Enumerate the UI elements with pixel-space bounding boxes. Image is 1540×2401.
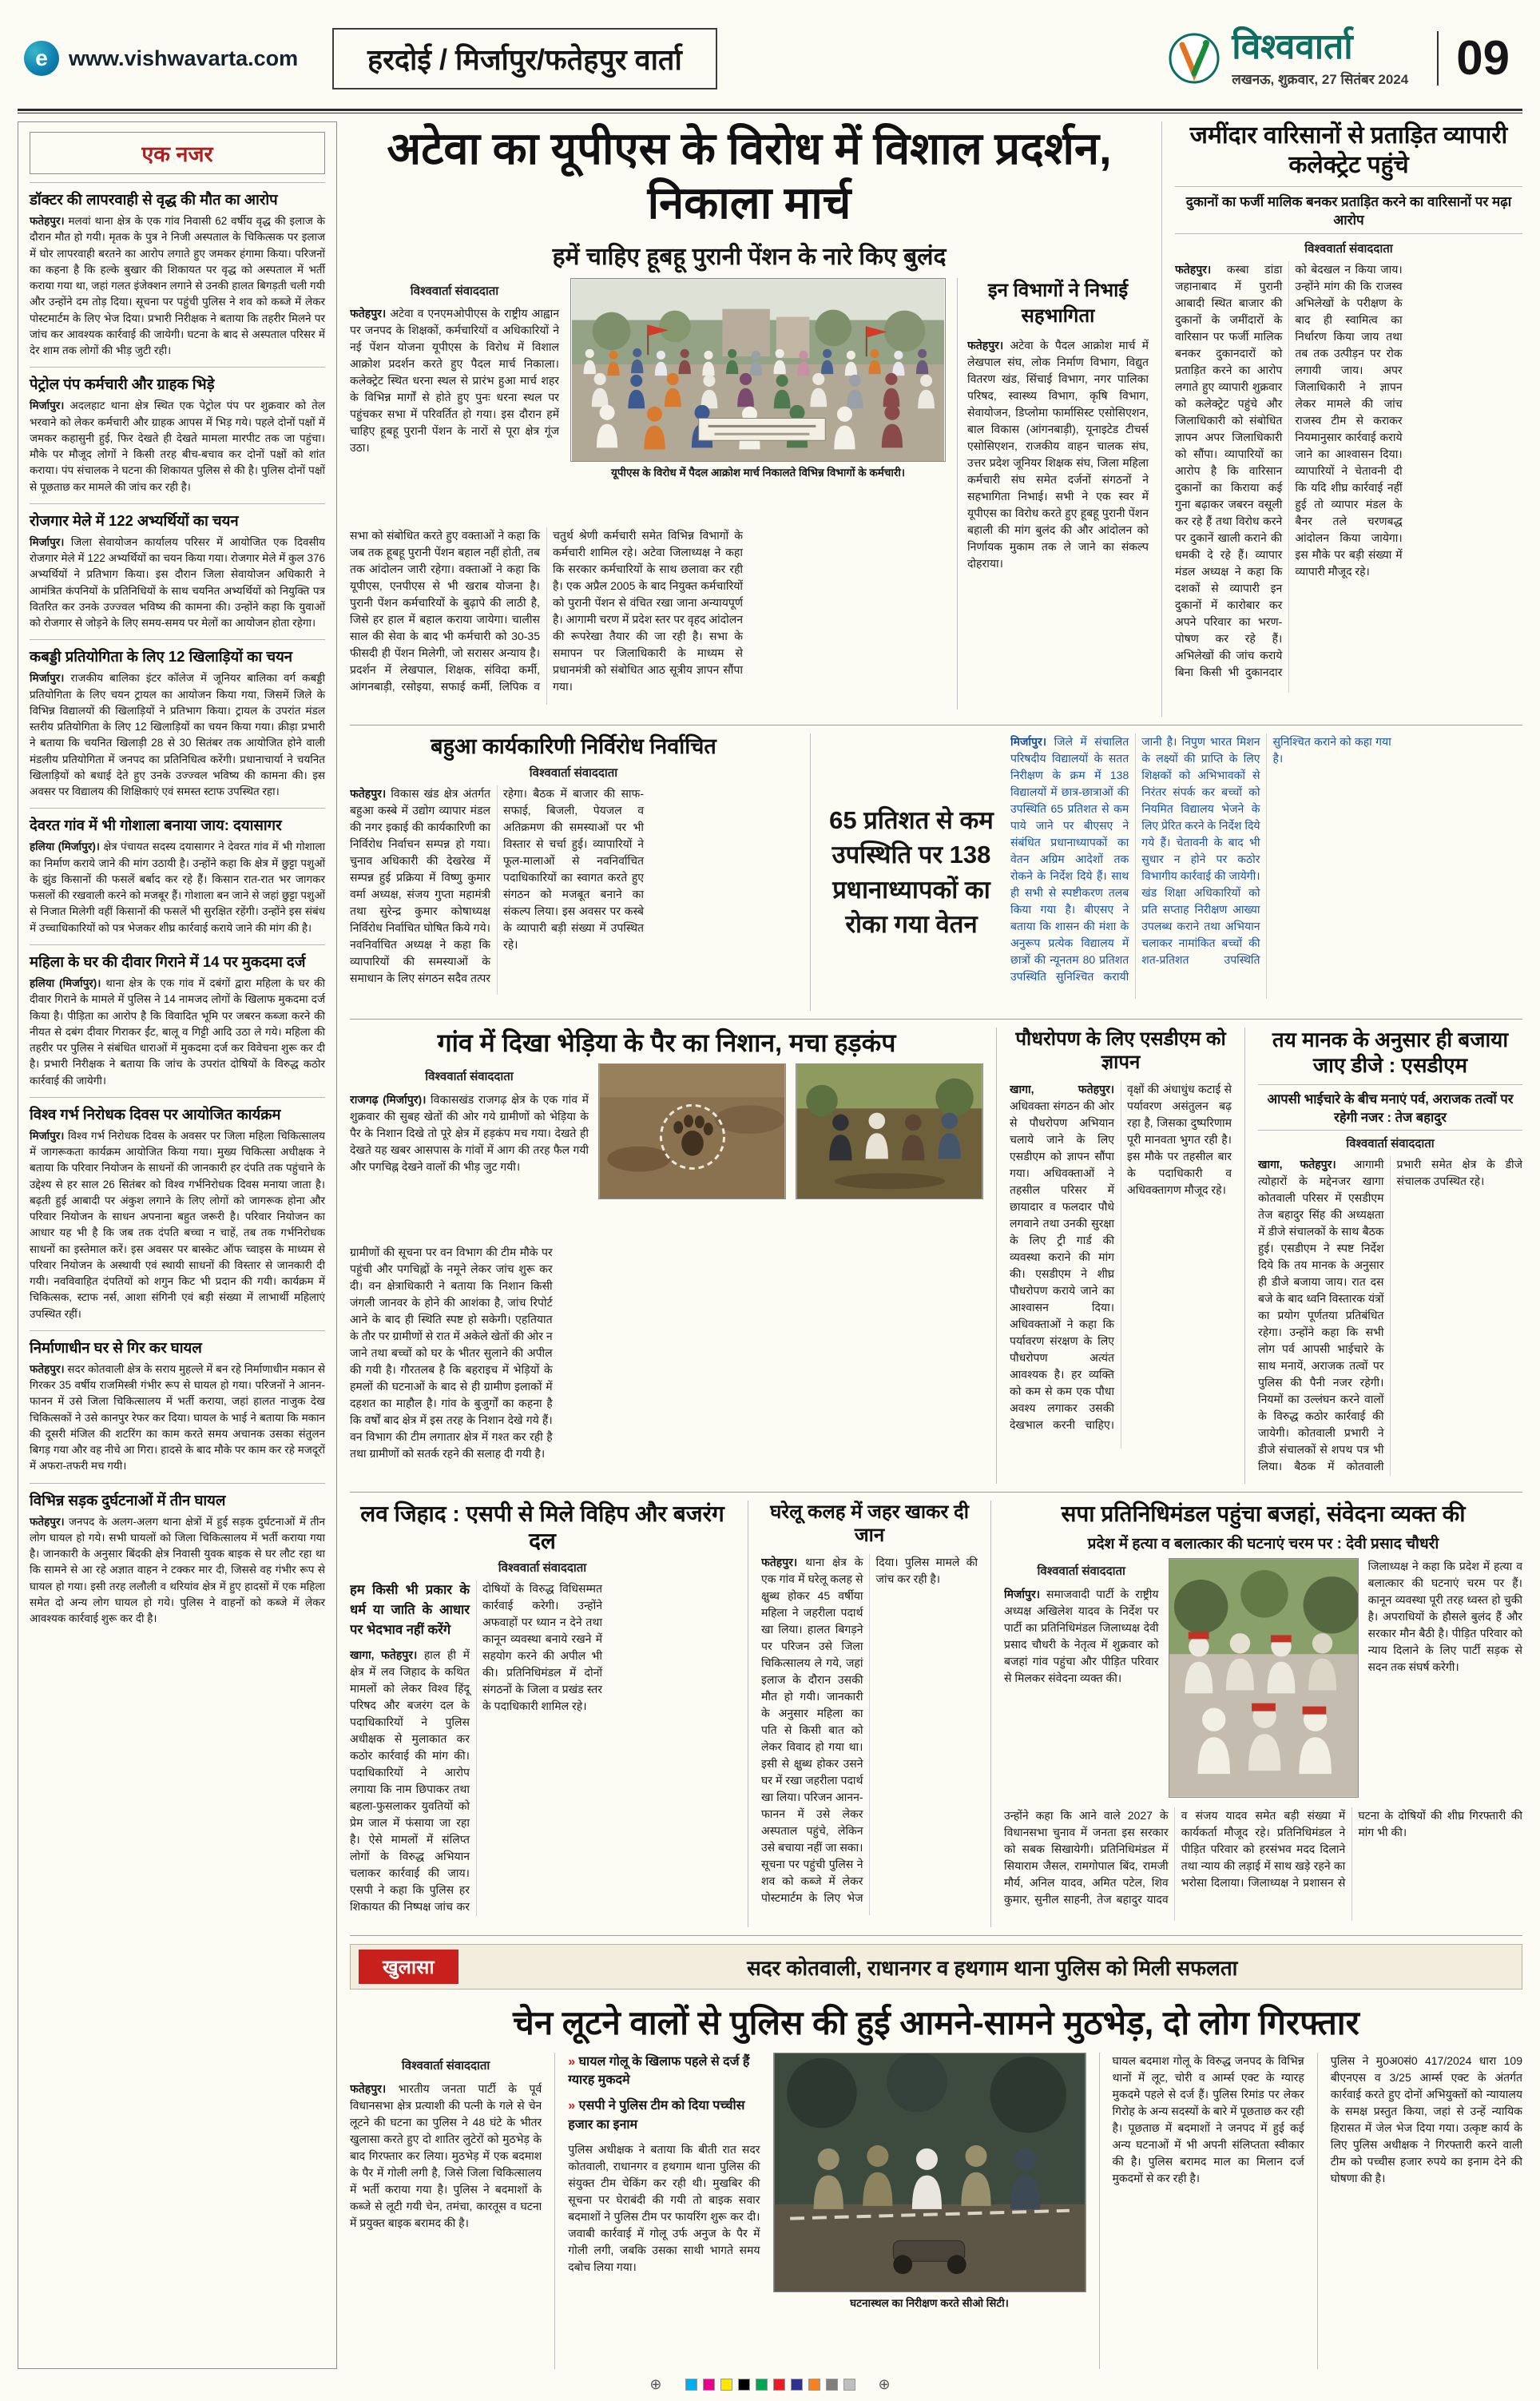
brief-headline: कबड्डी प्रतियोगिता के लिए 12 खिलाड़ियों का चयन xyxy=(30,648,293,666)
news-brief xyxy=(30,1097,325,1330)
brief-headline: महिला के घर की दीवार गिराने में 14 पर मुकदमा दर्ज xyxy=(30,952,306,970)
page-number: 09 xyxy=(1437,31,1516,85)
dj-article xyxy=(1244,1028,1522,1484)
villagers-field-photo xyxy=(796,1063,983,1236)
brief-body: फतेहपुर। सदर कोतवाली क्षेत्र के सराय मुहल्ले में बन रहे निर्माणाधीन मकान से गिरकर 35 वर्षीय राजमिस्त्री गंभीर रूप से घायल हो गया। परिजनों ने आनन-फानन में उसे जिला चिकित्सालय में भर्ती कराया, जहां हालत नाजुक देख चिकित्सकों ने उसे कानपुर रेफर कर दिया। घायल के भाई ने बताया कि मकान की दूसरी मंजिल की शटरिंग का काम करते समय अचानक उसका संतुलन बिगड़ गया और वह नीचे आ गिरा। हादसे के बाद मौके पर काम कर रहे मजदूरों में अफरा-तफरी मच गयी। xyxy=(30,1362,325,1473)
pawprint-illustration xyxy=(598,1063,786,1199)
news-brief xyxy=(30,808,325,944)
article-body: फतेहपुर। थाना क्षेत्र के एक गांव में घरेलू कलह से क्षुब्ध होकर 45 वर्षीया महिला ने जहरीला पदार्थ खा लिया। हालत बिगड़ने पर परिजन उसे जिला चिकित्सालय ले गये, जहां इलाज के दौरान उसकी मौत हो गयी। जानकारी के अनुसार महिला का पति से किसी बात को लेकर विवाद हो गया था। इसी से क्षुब्ध होकर उसने घर में रखा जहरीला पदार्थ खा लिया। परिजन आनन-फानन में उसे लेकर अस्पताल पहुंचे, लेकिन उसे बचाया नहीं जा सका। सूचना पर पहुंची पुलिस ने शव को कब्जे में लेकर पोस्टमार्टम के लिए भेज दिया। पुलिस मामले की जांच कर रही है। xyxy=(761,1555,978,1904)
khulasa-col2: » घायल गोलू के खिलाफ पहले से दर्ज हैं ग्यारह मुकदमे » एसपी ने पुलिस टीम को दिया पच्चीस हजार का इनाम पुलिस अधीक्षक ने बताया कि बीती रात सदर कोतवाली, राधानगर व हथगाम थाना पुलिस की संयुक्त टीम चेकिंग कर रही थी। मुखबिर की सूचना पर घेराबंदी की गयी तो बाइक सवार बदमाशों ने पुलिस टीम पर फायरिंग शुरू कर दी। जवाबी कार्रवाई में गोलू उर्फ अनुज के पैर में गोली लगी, जबकि उसका साथी भागते समय दबोच लिया गया। xyxy=(554,2053,760,2369)
bhediya-article xyxy=(350,1028,983,1484)
pull-quote: हम किसी भी प्रकार के धर्म या जाति के आधार पर भेदभाव नहीं करेंगे xyxy=(350,1583,470,1637)
article-body: खागा, फतेहपुर।अधिवक्ता संगठन की ओर से पौधरोपण अभियान चलाये जाने के लिए एसडीएम को ज्ञापन सौंपा गया। अधिवक्ताओं ने तहसील परिसर में छायादार व फलदार पौधे लगवाने तथा उनकी सुरक्षा के लिए ट्री गार्ड की व्यवस्था कराने की मांग की। एसडीएम ने शीघ्र पौधरोपण कराये जाने का आश्वासन दिया। अधिवक्ताओं ने कहा कि पर्यावरण संरक्षण के लिए पौधरोपण अत्यंत आवश्यक है। हर व्यक्ति को कम से कम एक पौधा अवश्य लगाकर उसकी देखभाल करनी चाहिए। वृक्षों की अंधाधुंध कटाई से पर्यावरण असंतुलन बढ़ रहा है, जिसका दुष्परिणाम पूरी मानवता भुगत रही है। इस मौके पर तहसील बार के पदाधिकारी व अधिवक्तागण मौजूद रहे। xyxy=(1010,1082,1232,1431)
article-body-left: विश्ववार्ता संवाददाता मिर्जापुर। समाजवादी पार्टी के राष्ट्रीय अध्यक्ष अखिलेश यादव के निर्देश पर पार्टी का प्रतिनिधिमंडल जिलाध्यक्ष देवी प्रसाद चौधरी के नेतृत्व में शुक्रवार को बजहां गांव पहुंचा और पीड़ित परिवार से मिलकर संवेदना व्यक्त की। xyxy=(1004,1564,1159,1684)
khulasa-col4: पुलिस ने मु0अ0सं0 417/2024 धारा 109 बीएनएस व 3/25 आर्म्स एक्ट के अंतर्गत कार्रवाई करते हुए दोनों अभियुक्तों को न्यायालय के समक्ष प्रस्तुत किया, जहां से उन्हें न्यायिक हिरासत में जेल भेज दिया गया। उत्कृष्ट कार्य के लिए पुलिस अधीक्षक ने गिरफ्तारी करने वाली टीम को पच्चीस हजार रुपये का इनाम देने की घोषणा की है। xyxy=(1317,2053,1522,2369)
site-block xyxy=(24,41,312,76)
protest-march-photo xyxy=(570,278,946,518)
lead-byline: विश्ववार्ता संवाददाता xyxy=(410,284,499,298)
news-brief xyxy=(30,639,325,808)
brief-body: हलिया (मिर्जापुर)। क्षेत्र पंचायत सदस्य दयासागर ने देवरत गांव में भी गोशाला का निर्माण कराये जाने की मांग उठायी है। उन्होंने कहा कि क्षेत्र में छुट्टा पशुओं के झुंड किसानों की फसलें बर्बाद कर रहे हैं। किसान रात-रात भर जागकर फसलों की रखवाली करने को मजबूर हैं। गोशाला बन जाने से जहां छुट्टा पशुओं से निजात मिलेगी वहीं किसानों की फसलें भी सुरक्षित रहेंगी। उन्होंने इस संबंध में उच्चाधिकारियों को पत्र भेजकर शीघ्र कार्रवाई कराये जाने की मांग की है। xyxy=(30,841,325,934)
attendance-title: 65 प्रतिशत से कम उपस्थिति पर 138 प्रधानाध्यापकों का रोका गया वेतन xyxy=(829,805,994,938)
brief-body: मिर्जापुर। अदलहाट थाना क्षेत्र स्थित एक पेट्रोल पंप पर शुक्रवार को तेल भरवाने को लेकर कर्मचारी और ग्राहक आपस में भिड़ गये। पहले दोनों पक्षों में जमकर कहासुनी हुई, फिर देखते ही देखते मामला मारपीट तक जा पहुंचा। मौके पर मौजूद लोगों ने किसी तरह बीच-बचाव कर दोनों पक्षों को शांत कराया। पंप संचालक ने घटना की शिकायत पुलिस से की है। पुलिस दोनों पक्षों से पूछताछ कर मामले की जांच कर रही है। xyxy=(30,400,325,493)
news-brief xyxy=(30,182,325,367)
brief-body: मिर्जापुर। विश्व गर्भ निरोधक दिवस के अवसर पर जिला महिला चिकित्सालय में जागरूकता कार्यक्रम आयोजित किया गया। मुख्य चिकित्सा अधीक्षक ने बताया कि परिवार नियोजन के साधनों की जानकारी हर दंपति तक पहुंचाने के उद्देश्य से हर साल 26 सितंबर को विश्व गर्भनिरोधक दिवस मनाया जाता है। बढ़ती हुई आबादी पर अंकुश लगाने के लिए लोगों को जागरूक होना और परिवार नियोजन के साधन अपनाना बहुत जरूरी है। परिवार नियोजन का आधार यह भी है कि जब तक दंपति बच्चा न चाहें, तब तक गर्भनिरोधक साधनों का इस्तेमाल करें। इस अवसर पर बास्केट ऑफ च्वाइस के माध्यम से परिवार नियोजन के अस्थायी एवं स्थायी साधनों की विस्तार से जानकारी दी गयी। नवविवाहित दंपतियों को शगुन किट भी प्रदान की गयी। कार्यक्रम में चिकित्सक, स्टाफ नर्स, आशा संगिनी एवं बड़ी संख्या में लाभार्थी महिलाएं उपस्थित रहीं। xyxy=(30,1129,325,1320)
brief-headline: विश्व गर्भ निरोधक दिवस पर आयोजित कार्यक्रम xyxy=(30,1105,281,1123)
site-url: www.vishwavarta.com xyxy=(69,46,299,70)
vishwavarta-logo-icon xyxy=(1168,32,1220,85)
brief-headline: पेट्रोल पंप कर्मचारी और ग्राहक भिड़े xyxy=(30,376,215,393)
news-brief xyxy=(30,1330,325,1483)
print-color-swatch xyxy=(756,2379,768,2391)
brand-block xyxy=(1168,26,1409,88)
protest-march-illustration xyxy=(570,278,946,462)
photo-caption: यूपीएस के विरोध में पैदल आक्रोश मार्च निकालते विभिन्न विभागों के कर्मचारी। xyxy=(610,466,906,479)
attendance-article xyxy=(810,733,1522,1011)
print-color-swatch xyxy=(773,2379,785,2391)
khulasa-banner xyxy=(350,1944,1522,1990)
article-byline: विश्ववार्ता संवाददाता xyxy=(1304,242,1393,256)
registration-mark-icon: ⊕ xyxy=(878,2375,891,2392)
article-continuation: ग्रामीणों की सूचना पर वन विभाग की टीम मौके पर पहुंची और पगचिह्नों के नमूने लेकर जांच शुरू कर दी। वन क्षेत्राधिकारी ने बताया कि निशान किसी जंगली जानवर के होने की आशंका है, जांच रिपोर्ट आने के बाद ही स्थिति स्पष्ट हो सकेगी। एहतियात के तौर पर ग्रामीणों से रात में अकेले खेतों की ओर न जाने तथा बच्चों को घर के भीतर सुलाने की अपील की गयी है। गौरतलब है कि बहराइच में भेड़ियों के हमलों की घटनाओं के बाद से ही ग्रामीण इलाकों में दहशत का माहौल है। गांव के बुजुर्गों का कहना है कि वर्षों बाद क्षेत्र में इस तरह के निशान देखे गये हैं। वन विभाग की टीम लगातार क्षेत्र में गश्त कर रही है तथा ग्रामीणों को सतर्क रहने की सलाह दी गयी है। xyxy=(350,1246,553,1461)
khulasa-section xyxy=(350,1944,1522,2369)
header-rule xyxy=(18,109,1522,113)
article-headline: घरेलू कलह में जहर खाकर दी जान xyxy=(770,1501,969,1547)
article-intro: विश्ववार्ता संवाददाता राजगढ़ (मिर्जापुर)। विकासखंड राजगढ़ क्षेत्र के एक गांव में शुक्रवार की सुबह खेतों की ओर गये ग्रामीणों को भेड़िया के पैर के निशान दिखे तो पूरे क्षेत्र में हड़कंप मच गया। देखते ही देखते यह खबर आसपास के गांवों में आग की तरह फैल गयी और पगचिह्न देखने वालों की भीड़ जुट गयी। xyxy=(350,1070,589,1173)
sidebox-title: इन विभागों ने निभाई सहभागिता xyxy=(987,279,1129,328)
brief-body: मिर्जापुर। जिला सेवायोजन कार्यालय परिसर में आयोजित एक दिवसीय रोजगार मेले में 122 अभ्यर्थियों का चयन किया गया। रोजगार मेले में कुल 376 अभ्यर्थियों ने प्रतिभाग किया। इस दौरान जिला सेवायोजन अधिकारी ने आमंत्रित कंपनियों के प्रतिनिधियों के साथ चयनित अभ्यर्थियों को नियुक्ति पत्र वितरित कर उनके उज्ज्वल भविष्य की कामना की। उन्होंने कहा कि युवाओं को रोजगार से जोड़ने के लिए समय-समय पर मेलों का आयोजन होता रहेगा। xyxy=(30,535,325,630)
globe-icon: e xyxy=(24,41,59,76)
villagers-field-illustration xyxy=(796,1063,983,1199)
brief-body: मिर्जापुर। राजकीय बालिका इंटर कॉलेज में जूनियर बालिका वर्ग कबड्डी प्रतियोगिता के लिए चयन ट्रायल का आयोजन किया गया, जिसमें जिले के विभिन्न विद्यालयों की खिलाड़ियों ने प्रतिभाग किया। ट्रायल के उपरांत मंडल स्तरीय प्रतियोगिता के लिए 12 खिलाड़ियों का चयन किया गया। क्रीड़ा प्रभारी ने बताया कि चयनित खिलाड़ी 28 से 30 सितंबर तक आयोजित होने वाली मंडलीय प्रतियोगिता में जनपद का प्रतिनिधित्व करेंगी। प्रधानाचार्या ने चयनित खिलाड़ियों को बधाई देते हुए उनके उज्ज्वल भविष्य की कामना की। इस अवसर पर विद्यालय की शिक्षिकाएं एवं समस्त स्टाफ उपस्थित रहा। xyxy=(30,672,325,798)
masthead-title: विश्ववार्ता xyxy=(1232,26,1353,66)
registration-mark-icon: ⊕ xyxy=(649,2375,662,2392)
print-color-swatch xyxy=(685,2379,697,2391)
article-headline: जमींदार वारिसानों से प्रताड़ित व्यापारी कलेक्ट्रेट पहुंचे xyxy=(1189,122,1508,178)
news-brief xyxy=(30,944,325,1097)
brief-body: फतेहपुर। जनपद के अलग-अलग थाना क्षेत्रों में हुई सड़क दुर्घटनाओं में तीन लोग घायल हो गये। सभी घायलों को जिला चिकित्सालय में भर्ती कराया गया है। जानकारी के अनुसार बिंदकी क्षेत्र निवासी युवक बाइक से घर लौट रहा था कि सामने से आ रहे अज्ञात वाहन ने टक्कर मार दी, जिससे वह गंभीर रूप से घायल हो गया। इसी तरह ललौली व थरियांव क्षेत्र में हुए हादसों में एक महिला समेत दो अन्य लोग घायल हो गये। पुलिस ने वाहनों को कब्जे में लेकर आवश्यक कार्रवाई शुरू कर दी है। xyxy=(30,1515,325,1625)
article-byline: विश्ववार्ता संवाददाता xyxy=(1037,1564,1125,1579)
news-brief xyxy=(30,367,325,503)
departments-sidebox xyxy=(957,278,1149,710)
khulasa-bullet: » एसपी ने पुलिस टीम को दिया पच्चीस हजार का इनाम xyxy=(568,2097,760,2133)
article-headline: पौधरोपण के लिए एसडीएम को ज्ञापन xyxy=(1015,1028,1226,1074)
article-byline: विश्ववार्ता संवाददाता xyxy=(401,2059,490,2073)
article-body-right: जिलाध्यक्ष ने कहा कि प्रदेश में हत्या व बलात्कार की घटनाएं चरम पर हैं। कानून व्यवस्था पूरी तरह ध्वस्त हो चुकी है। अपराधियों के हौसले बुलंद हैं और सरकार मौन बैठी है। पीड़ित परिवार को न्याय दिलाने के लिए पार्टी सड़क से सदन तक संघर्ष करेगी। xyxy=(1367,1560,1522,1674)
article-byline: विश्ववार्ता संवाददाता xyxy=(425,1070,514,1084)
brief-dateline: मिर्जापुर। xyxy=(30,535,65,548)
article-body: फतेहपुर। कस्बा डांडा जहानाबाद में पुरानी आबादी स्थित बाजार की दुकानों के जमींदारों के वारिसान पर फर्जी मालिक बनकर दुकानदारों को प्रताड़ित करने का आरोप लगाते हुए व्यापारी शुक्रवार को कलेक्ट्रेट पहुंचे और जिलाधिकारी को संबोधित ज्ञापन अपर जिलाधिकारी को सौंपा। व्यापारियों का आरोप है कि वारिसान दुकानों का किराया कई गुना बढ़ाकर जबरन वसूली कर रहे हैं तथा वि‍रोध करने पर दुकानें खाली कराने की धमकी दे रहे हैं। व्यापार मंडल अध्यक्ष ने कहा कि दशकों से व्यापारी इन दुकानों में कारोबार कर अपने परिवार का भरण-पोषण कर रहे हैं। अभिलेखों की जांच कराये बिना किसी भी दुकानदार को बेदखल न किया जाय। उन्होंने मांग की कि राजस्व अभिलेखों के परीक्षण के बाद ही स्वामित्व का निर्धारण किया जाय तथा तब तक उत्पीड़न पर रोक लगायी जाय। अपर जिलाधिकारी ने ज्ञापन लेकर मामले की जांच राजस्व टीम से कराकर नियमानुसार कार्रवाई कराये जाने का आश्वासन दिया। व्यापारियों ने चेतावनी दी कि यदि शीघ्र कार्रवाई नहीं हुई तो व्यापार मंडल के बैनर तले चरणबद्ध आंदोलन किया जायेगा। इस मौके पर बड़ी संख्या में व्यापारी मौजूद रहे। xyxy=(1175,263,1403,679)
masthead xyxy=(18,11,1522,105)
sapa-article xyxy=(990,1501,1522,1927)
brand-text xyxy=(1232,26,1409,88)
khulasa-col1: विश्ववार्ता संवाददाता फतेहपुर। भारतीय जनता पार्टी के पूर्व विधानसभा क्षेत्र प्रत्याशी की पत्नी के गले से चेन लूटने की घटना का पुलिस ने 48 घंटे के भीतर खुलासा करते हुए दो शातिर लुटेरों को मुठभेड़ के बाद गिरफ्तार कर लिया। मुठभेड़ में एक बदमाश के पैर में गोली लगी है, जिसे जिला चिकित्सालय में भर्ती कराया गया है। पुलिस ने बदमाशों के कब्जे से लूटी गयी चेन, तमंचा, कारतूस व घटना में प्रयुक्त बाइक बरामद की है। xyxy=(350,2059,542,2229)
khulasa-col3: घायल बदमाश गोलू के विरुद्ध जनपद के विभिन्न थानों में लूट, चोरी व आर्म्स एक्ट के ग्यारह मुकदमे पहले से दर्ज हैं। पुलिस रिमांड पर लेकर गिरोह के अन्य सदस्यों के बारे में पूछताछ कर रही है। पूछताछ में बदमाशों ने जनपद में हुई कई अन्य घटनाओं में भी अपनी संलिप्तता स्वीकार की है। पुलिस बरामद माल का मिलान दर्ज मुकदमों से कर रही है। xyxy=(1099,2053,1304,2369)
article-headline: तय मानक के अनुसार ही बजाया जाए डीजे : एसडीएम xyxy=(1272,1028,1509,1077)
print-color-swatch xyxy=(791,2379,803,2391)
article-body-bottom: उन्होंने कहा कि आने वाले 2027 के विधानसभा चुनाव में जनता इस सरकार को सबक सिखायेगी। प्रतिनिधिमंडल में सियाराम जैसल, रामगोपाल बिंद, रामजी मौर्य, अनिल यादव, अमित पटेल, शिव कुमार, सुनील साहनी, तेज बहादुर यादव व संजय यादव समेत बड़ी संख्या में कार्यकर्ता मौजूद रहे। प्रतिनिधिमंडल ने पीड़ित परिवार को हरसंभव मदद दिलाने तथा न्याय की लड़ाई में साथ खड़े रहने का भरोसा दिलाया। जिलाध्यक्ष ने प्रशासन से घटना के दोषियों की शीघ्र गिरफ्तारी की मांग भी की। xyxy=(1004,1809,1522,1906)
edition-date: लखनऊ, शुक्रवार, 27 सितंबर 2024 xyxy=(1232,71,1409,87)
sapa-delegation-illustration xyxy=(1169,1558,1359,1798)
news-brief-rail xyxy=(18,121,337,2369)
brief-dateline: मिर्जापुर। xyxy=(30,1129,65,1142)
article-headline: गांव में दिखा भेड़िया के पैर का निशान, मचा हड़कंप xyxy=(437,1028,896,1057)
lead-intro: विश्ववार्ता संवाददाता फतेहपुर। अटेवा व एनएमओपीएस के राष्ट्रीय आह्वान पर जनपद के शिक्षकों, कर्मचारियों व अधिकारियों ने नई पेंशन योजना यूपीएस के विरोध में विशाल आक्रोश प्रदर्शन करते हुए पैदल मार्च निकाला। कलेक्ट्रेट स्थित धरना स्थल से प्रारंभ हुआ मार्च शहर के विभिन्न मार्गों से होते हुए पुनः धरना स्थल पर पहुंचकर सभा में परिवर्तित हो गया। इस दौरान हमें चाहिए हूबहू पुरानी पेंशन के नारों से पूरा क्षेत्र गूंज उठा। xyxy=(350,284,559,455)
lead-continuation: सभा को संबोधित करते हुए वक्ताओं ने कहा कि जब तक हूबहू पुरानी पेंशन बहाल नहीं होती, तब तक आंदोलन जारी रहेगा। वक्ताओं ने कहा कि यूपीएस, एनपीएस से भी खराब योजना है। पुरानी पेंशन कर्मचारियों के बुढ़ापे की लाठी है, जिसे हर हाल में बहाल कराया जायेगा। चालीस साल की सेवा के बाद भी कर्मचारी को 30-35 फीसदी ही पेंशन मिलेगी, जो सरासर अन्याय है। प्रदर्शन में लेखपाल, शिक्षक, संविदा कर्मी, आंगनबाड़ी, रसोइया, सफाई कर्मी, लिपिक व चतुर्थ श्रेणी कर्मचारी समेत विभिन्न विभागों के कर्मचारी शामिल रहे। अटेवा जिलाध्यक्ष ने कहा कि सरकार कर्मचारियों के साथ छलावा कर रही है। एक अप्रैल 2005 के बाद नियुक्त कर्मचारियों को पुरानी पेंशन से वंचित रखा जाना अन्यायपूर्ण है। आगामी चरण में प्रदेश स्तर पर वृहद आंदोलन की रूपरेखा तैयार की जा रही है। सभा के समापन पर जिलाधिकारी के माध्यम से प्रधानमंत्री को संबोधित आठ सूत्रीय ज्ञापन सौंपा गया। xyxy=(350,528,743,693)
print-color-swatch xyxy=(826,2379,838,2391)
brief-dateline: हलिया (मिर्जापुर)। xyxy=(30,841,100,853)
print-color-swatch xyxy=(703,2379,715,2391)
crime-scene-photo xyxy=(773,2053,1086,2369)
khulasa-headline: चेन लूटने वालों से पुलिस की हुई आमने-सामने मुठभेड़, दो लोग गिरफ्तार xyxy=(513,2004,1359,2041)
attendance-body: मिर्जापुर। जिले में संचालित परिषदीय विद्यालयों के सतत निरीक्षण के क्रम में 138 विद्यालयों में छात्र-छात्राओं की उपस्थिति 65 प्रतिशत से कम पाये जाने पर बीएसए ने संबंधित प्रधानाध्यापकों का वेतन अग्रिम आदेशों तक रोकने के निर्देश दिये हैं। साथ ही सभी से स्पष्टीकरण तलब किया गया है। बीएसए ने बताया कि शासन की मंशा के अनुरूप प्रत्येक विद्यालय में छात्रों की न्यूनतम 80 प्रतिशत उपस्थिति सुनिश्चित करायी जानी है। निपुण भारत मिशन के लक्ष्यों की प्राप्ति के लिए शिक्षकों को अभिभावकों से निरंतर संपर्क कर बच्चों को नियमित विद्यालय भेजने के लिए प्रेरित करने के निर्देश दिये गये हैं। चेतावनी के बाद भी सुधार न होने पर कठोर विभागीय कार्रवाई की जायेगी। खंड शिक्षा अधिकारियों को प्रति सप्ताह निरीक्षण आख्या उपलब्ध कराने तथा अभियान चलाकर नामांकित बच्चों की शत-प्रतिशत उपस्थिति सुनिश्चित कराने को कहा गया है। xyxy=(1010,735,1391,983)
brief-headline: देवरत गांव में भी गोशाला बनाया जाय: दयासागर xyxy=(30,817,282,834)
lead-headline: अटेवा का यूपीएस के विरोध में विशाल प्रदर्शन, निकाला मार्च xyxy=(387,123,1112,229)
edition-title: हरदोई / मिर्जापुर/फतेहपुर वार्ता xyxy=(332,28,717,89)
article-byline: विश्ववार्ता संवाददाता xyxy=(1346,1137,1435,1151)
pawprint-photo xyxy=(598,1063,786,1236)
crime-scene-illustration xyxy=(773,2053,1086,2292)
brief-dateline: फतेहपुर। xyxy=(30,215,65,228)
sapa-delegation-photo xyxy=(1169,1558,1359,1799)
lead-article xyxy=(350,121,1149,717)
brief-body: हलिया (मिर्जापुर)। थाना क्षेत्र के एक गांव में दबंगों द्वारा महिला के घर की दीवार गिराने के मामले में पुलिस ने 14 नामजद लोगों के खिलाफ मुकदमा दर्ज किया है। पीड़िता का आरोप है कि विवादित भूमि पर जबरन कब्जा करने की नीयत से दबंग दीवार गिराकर ईंट, बालू व गिट्टी आदि उठा ले गये। महिला की तहरीर पर पुलिस ने संबंधित धाराओं में मुकदमा दर्ज कर विवेचना शुरू कर दी है। प्रभारी निरीक्षक ने बताया कि जांच के उपरांत दोषियों के विरुद्ध कठोर कार्रवाई की जायेगी। xyxy=(30,977,325,1087)
news-brief xyxy=(30,1483,325,1636)
photo-caption: घटनास्थल का निरीक्षण करते सीओ सिटी। xyxy=(850,2297,1009,2309)
news-brief xyxy=(30,503,325,640)
lead-subheadline: हमें चाहिए हूबहू पुरानी पेंशन के नारे किए बुलंद xyxy=(552,243,947,270)
brief-body: फतेहपुर। मलवां थाना क्षेत्र के एक गांव निवासी 62 वर्षीय वृद्ध की इलाज के दौरान मौत हो गयी। मृतक के पुत्र ने निजी अस्पताल के चिकित्सक पर इलाज में घोर लापरवाही बरतने का आरोप लगाते हुए जमकर हंगामा किया। परिजनों का कहना है कि हल्के बुखार की शिकायत पर वृद्ध को अस्पताल में भर्ती कराया गया था, जहां गलत इंजेक्शन लगाने से उनकी हालत बिगड़ती चली गयी और उन्होंने दम तोड़ दिया। सूचना पर पहुंची पुलिस ने शव को कब्जे में लेकर पोस्टमार्टम के लिए भेज दिया। प्रभारी निरीक्षक ने बताया कि तहरीर मिलने पर जांच कर आवश्यक कार्रवाई की जायेगी। घटना के बाद से अस्पताल परिसर में देर शाम तक लोगों की भीड़ जुटी रही। xyxy=(30,215,325,357)
print-color-swatch xyxy=(843,2379,855,2391)
bahua-article xyxy=(350,733,797,1011)
brief-headline: निर्माणाधीन घर से गिर कर घायल xyxy=(30,1338,202,1356)
khulasa-tag: खुलासा xyxy=(359,1950,458,1984)
zamindar-article xyxy=(1161,121,1522,717)
brief-dateline: मिर्जापुर। xyxy=(30,400,65,412)
article-headline: बहुआ कार्यकारिणी निर्विरोध निर्वाचित xyxy=(431,734,716,758)
gharelu-article xyxy=(748,1501,978,1927)
print-color-swatch xyxy=(738,2379,750,2391)
article-headline: सपा प्रतिनिधिमंडल पहुंचा बजहां, संवेदना व्यक्त की xyxy=(1061,1501,1466,1526)
dj-subhead: आपसी भाईचारे के बीच मनाएं पर्व, अराजक तत्वों पर रहेगी नजर : तेज बहादुर xyxy=(1258,1084,1522,1131)
brief-headline: डॉक्टर की लापरवाही से वृद्ध की मौत का आरोप xyxy=(30,191,278,208)
article-byline: विश्ववार्ता संवाददाता xyxy=(498,1561,587,1576)
print-color-swatch xyxy=(808,2379,820,2391)
khulasa-bullet: » घायल गोलू के खिलाफ पहले से दर्ज हैं ग्यारह मुकदमे xyxy=(568,2053,760,2089)
brief-headline: विभिन्न सड़क दुर्घटनाओं में तीन घायल xyxy=(30,1491,226,1509)
brief-dateline: हलिया (मिर्जापुर)। xyxy=(30,977,101,990)
brief-dateline: फतेहपुर। xyxy=(30,1362,65,1375)
brief-dateline: फतेहपुर। xyxy=(30,1515,65,1528)
paudharopan-article xyxy=(996,1028,1232,1484)
print-registration-marks xyxy=(18,2374,1522,2395)
article-deck: दुकानों का फर्जी मालिक बनकर प्रताड़ित करने का वारिसानों पर मढ़ा आरोप xyxy=(1175,186,1522,234)
love-jihad-article xyxy=(350,1501,735,1927)
rail-title: एक नजर xyxy=(30,132,325,174)
article-body: हम किसी भी प्रकार के धर्म या जाति के आधार पर भेदभाव नहीं करेंगे खागा, फतेहपुर। हाल ही में क्षेत्र में लव जिहाद के कथित मामलों को लेकर विश्व हिंदू परिषद और बजरंग दल के पदाधिकारियों ने पुलिस अधीक्षक से मुलाकात कर कठोर कार्रवाई की मांग की। पदाधिकारियों ने आरोप लगाया कि नाम छिपाकर तथा बहला-फुसलाकर युवतियों को प्रेम जाल में फंसाया जा रहा है। ऐसे मामलों में संलिप्त लोगों के विरुद्ध अभियान चलाकर कार्रवाई की जाय। एसपी ने कहा कि पुलिस हर शिकायत की निष्पक्ष जांच कर दोषियों के विरुद्ध विधिसम्मत कार्रवाई करेगी। उन्होंने अफवाहों पर ध्यान न देने तथा कानून व्यवस्था बनाये रखने में सहयोग करने की अपील भी की। प्रतिनिधिमंडल में दोनों संगठनों के जिला व प्रखंड स्तर के पदाधिकारी शामिल रहे। xyxy=(350,1582,602,1913)
article-body: फतेहपुर। विकास खंड क्षेत्र अंतर्गत बहुआ कस्बे में उद्योग व्यापार मंडल की नगर इकाई की कार्यकारिणी का निर्विरोध निर्वाचन सम्पन्न हो गया। चुनाव अधिकारी की देखरेख में सम्पन्न हुई प्रक्रिया में विष्णु कुमार वर्मा अध्यक्ष, संजय गुप्ता महामंत्री तथा सुरेन्द्र कुमार कोषाध्यक्ष निर्विरोध निर्वाचित घोषित किये गये। नवनिर्वाचित अध्यक्ष ने कहा कि व्यापारियों की समस्याओं के समाधान के लिए संगठन सदैव तत्पर रहेगा। बैठक में बाजार की साफ-सफाई, बिजली, पेयजल व अतिक्रमण की समस्याओं पर भी विस्तार से चर्चा हुई। व्यापारियों ने फूल-मालाओं से नवनिर्वाचित पदाधिकारियों का स्वागत करते हुए संगठन को मजबूत बनाने का संकल्प लिया। इस अवसर पर कस्बे के व्यापारी बड़ी संख्या में उपस्थित रहे। xyxy=(350,786,644,984)
print-color-swatch xyxy=(720,2379,732,2391)
brief-dateline: मिर्जापुर। xyxy=(30,672,65,685)
khulasa-banner-text: सदर कोतवाली, राधानगर व हथगाम थाना पुलिस को मिली सफलता xyxy=(747,1955,1238,1980)
sidebox-body: फतेहपुर। अटेवा के पैदल आक्रोश मार्च में लेखपाल संघ, लोक निर्माण विभाग, विद्युत वितरण खंड, सिंचाई विभाग, नगर पालिका परिषद, स्वास्थ्य विभाग, कृषि विभाग, सेवायोजन, डिप्लोमा फार्मासिस्ट एसोसिएशन, बाल विकास (आंगनबाड़ी), यूनाइटेड टीचर्स एसोसिएशन, राजकीय वाहन चालक संघ, उत्तर प्रदेश जूनियर शिक्षक संघ, जिला महिला कर्मचारी संघ समेत दर्जनों संगठनों ने सहभागिता निभाई। सभी ने एक स्वर में यूपीएस का विरोध करते हुए हूबहू पुरानी पेंशन बहाली की मांग बुलंद की और आंदोलन को निर्णायक मुकाम तक ले जाने का संकल्प दोहराया। xyxy=(967,339,1149,570)
article-byline: विश्ववार्ता संवाददाता xyxy=(529,765,618,780)
article-body: खागा, फतेहपुर। आगामी त्योहारों के मद्देनजर खागा कोतवाली परिसर में एसडीएम तेज बहादुर सिंह की अध्यक्षता में डीजे संचालकों के साथ बैठक हुई। एसडीएम ने स्पष्ट निर्देश दिये कि तय मानक के अनुसार ही डीजे बजाया जाय। रात दस बजे के बाद ध्वनि विस्तारक यंत्रों का प्रयोग पूर्णतया प्रतिबंधित रहेगा। उन्होंने कहा कि सभी लोग पर्व आपसी भाईचारे के साथ मनायें, अराजक तत्वों पर पुलिस की पैनी नजर रहेगी। नियमों का उल्लंघन करने वालों के विरुद्ध कठोर कार्रवाई की जायेगी। कोतवाली प्रभारी ने डीजे संचालकों से शपथ पत्र भी लिया। बैठक में कोतवाली प्रभारी समेत क्षेत्र के डीजे संचालक उपस्थित रहे। xyxy=(1258,1158,1522,1473)
article-headline: लव जिहाद : एसपी से मिले विहिप और बजरंग दल xyxy=(360,1501,724,1554)
sapa-subhead: प्रदेश में हत्या व बलात्कार की घटनाएं चरम पर : देवी प्रसाद चौधरी xyxy=(1087,1536,1439,1553)
brief-headline: रोजगार मेले में 122 अभ्यर्थियों का चयन xyxy=(30,511,239,529)
